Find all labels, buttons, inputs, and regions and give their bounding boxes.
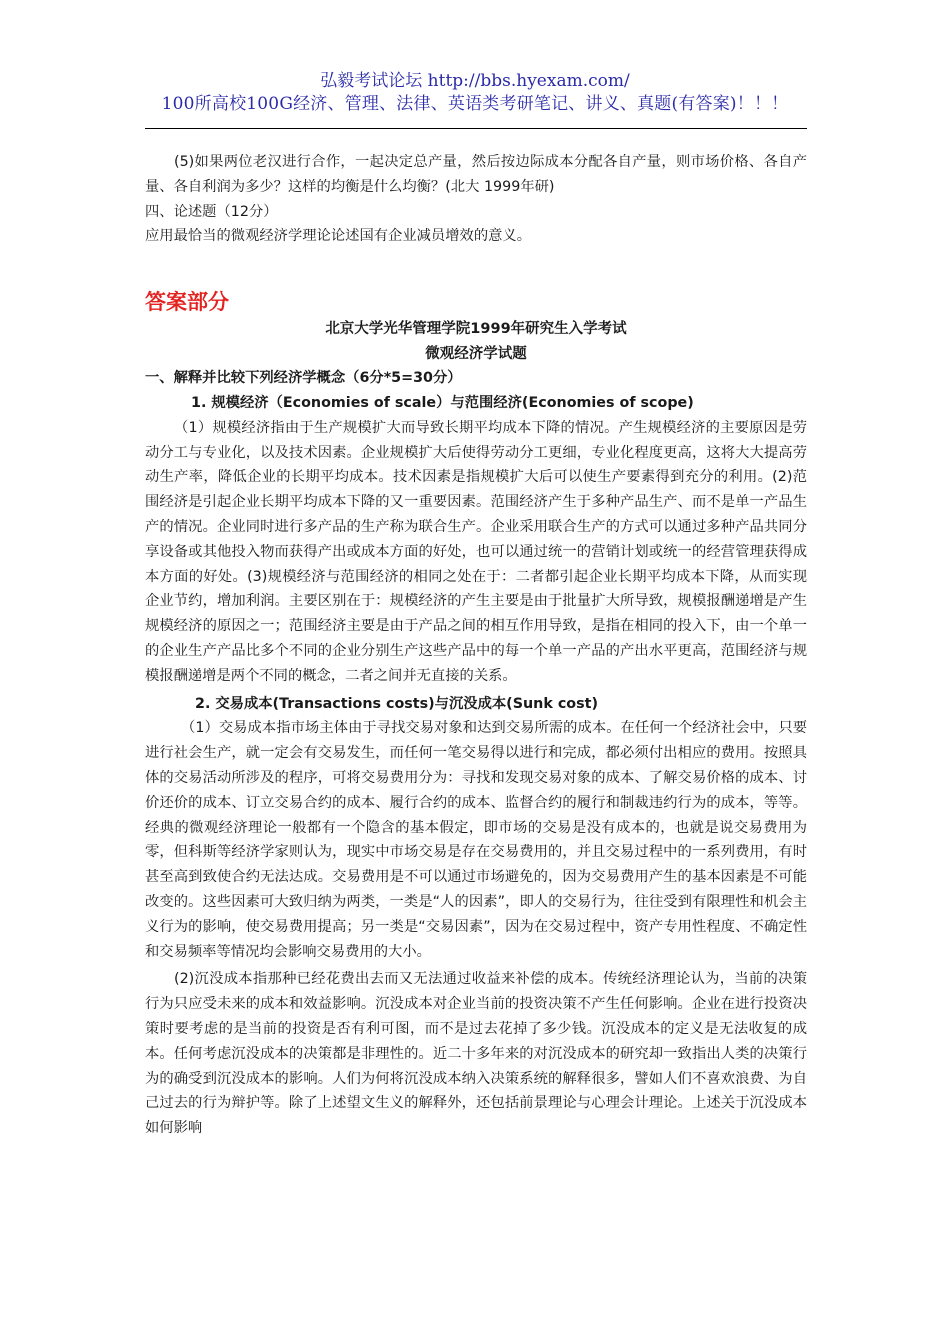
header-forum-line: 弘毅考试论坛 http://bbs.hyexam.com/ — [320, 71, 630, 91]
essay-question: 应用最恰当的微观经济学理论论述国有企业减员增效的意义。 — [145, 228, 532, 245]
header-divider — [145, 128, 807, 129]
question-5: (5)如果两位老汉进行合作，一起决定总产量，然后按边际成本分配各自产量，则市场价格、各自产量、各自利润为多少？这样的均衡是什么均衡？(北大 1999年研) — [145, 154, 807, 195]
document-body — [145, 150, 807, 1141]
item-1-heading: 1. 规模经济（Economies of scale）与范围经济(Economies of scope) — [191, 394, 694, 411]
item-2-text-part2: (2)沉没成本指那种已经花费出去而又无法通过收益来补偿的成本。传统经济理论认为，当前的决策行为只应受未来的成本和效益影响。沉没成本对企业当前的投资决策不产生任何影响。企业在进行投资决策时要考虑的是当前的投资是否有利可图，而不是过去花掉了多少钱。沉没成本的定义是无法收复的成本。任何考虑沉没成本的决策都是非理性的。近二十多年来的对沉没成本的研究却一致指出人类的决策行为的确受到沉没成本的影响。人们为何将沉没成本纳入决策系统的解释很多，譬如人们不喜欢浪费、为自己过去的行为辩护等。除了上述望文生义的解释外，还包括前景理论与心理会计理论。上述关于沉没成本如何影响 — [145, 971, 807, 1137]
exam-subtitle: 微观经济学试题 — [425, 345, 527, 362]
item-2-heading: 2. 交易成本(Transactions costs)与沉没成本(Sunk cost) — [195, 695, 599, 712]
exam-title: 北京大学光华管理学院1999年研究生入学考试 — [325, 321, 627, 338]
answer-heading: 答案部分 — [145, 290, 229, 315]
header-promo-line: 100所高校100G经济、管理、法律、英语类考研笔记、讲义、真题(有答案)！！！ — [161, 94, 789, 114]
item-2-text-part1: （1）交易成本指市场主体由于寻找交易对象和达到交易所需的成本。在任何一个经济社会中，只要进行社会生产，就一定会有交易发生，而任何一笔交易得以进行和完成，都必须付出相应的费用。按照具体的交易活动所涉及的程序，可将交易费用分为：寻找和发现交易对象的成本、了解交易价格的成本、讨价还价的成本、订立交易合约的成本、履行合约的成本、监督合约的履行和制裁违约行为的成本，等等。经典的微观经济理论一般都有一个隐含的基本假定，即市场的交易是没有成本的，也就是说交易费用为零，但科斯等经济学家则认为，现实中市场交易是存在交易费用的，并且交易过程中的一系列费用，有时甚至高到致使合约无法达成。交易费用是不可以通过市场避免的，因为交易费用产生的基本因素是不可能改变的。这些因素可大致归纳为两类，一类是“人的因素”，即人的交易行为，往往受到有限理性和机会主义行为的影响，使交易费用提高；另一类是“交易因素”，因为在交易过程中，资产专用性程度、不确定性和交易频率等情况均会影响交易费用的大小。 — [145, 720, 807, 960]
item-1-text: （1）规模经济指由于生产规模扩大而导致长期平均成本下降的情况。产生规模经济的主要原因是劳动分工与专业化，以及技术因素。企业规模扩大后使得劳动分工更细，专业化程度更高，这将大大提高劳动生产率，降低企业的长期平均成本。技术因素是指规模扩大后可以使生产要素得到充分的利用。(2)范围经济是引起企业长期平均成本下降的又一重要因素。范围经济产生于多种产品生产、而不是单一产品生产的情况。企业同时进行多产品的生产称为联合生产。企业采用联合生产的方式可以通过多种产品共同分享设备或其他投入物而获得产出或成本方面的好处，也可以通过统一的营销计划或统一的经营管理获得成本方面的好处。(3)规模经济与范围经济的相同之处在于：二者都引起企业长期平均成本下降，从而实现企业节约，增加利润。主要区别在于：规模经济的产生主要是由于批量扩大所导致，规模报酬递增是产生规模经济的原因之一；范围经济主要是由于产品之间的相互作用导致，是指在相同的投入下，由一个单一的企业生产产品比多个不同的企业分别生产这些产品中的每一个单一产品的产出水平更高，范围经济与规模报酬递增是两个不同的概念，二者之间并无直接的关系。 — [145, 419, 807, 684]
section-4-heading: 四、论述题（12分） — [145, 203, 278, 220]
section-1-heading: 一、解释并比较下列经济学概念（6分*5=30分） — [145, 370, 462, 387]
